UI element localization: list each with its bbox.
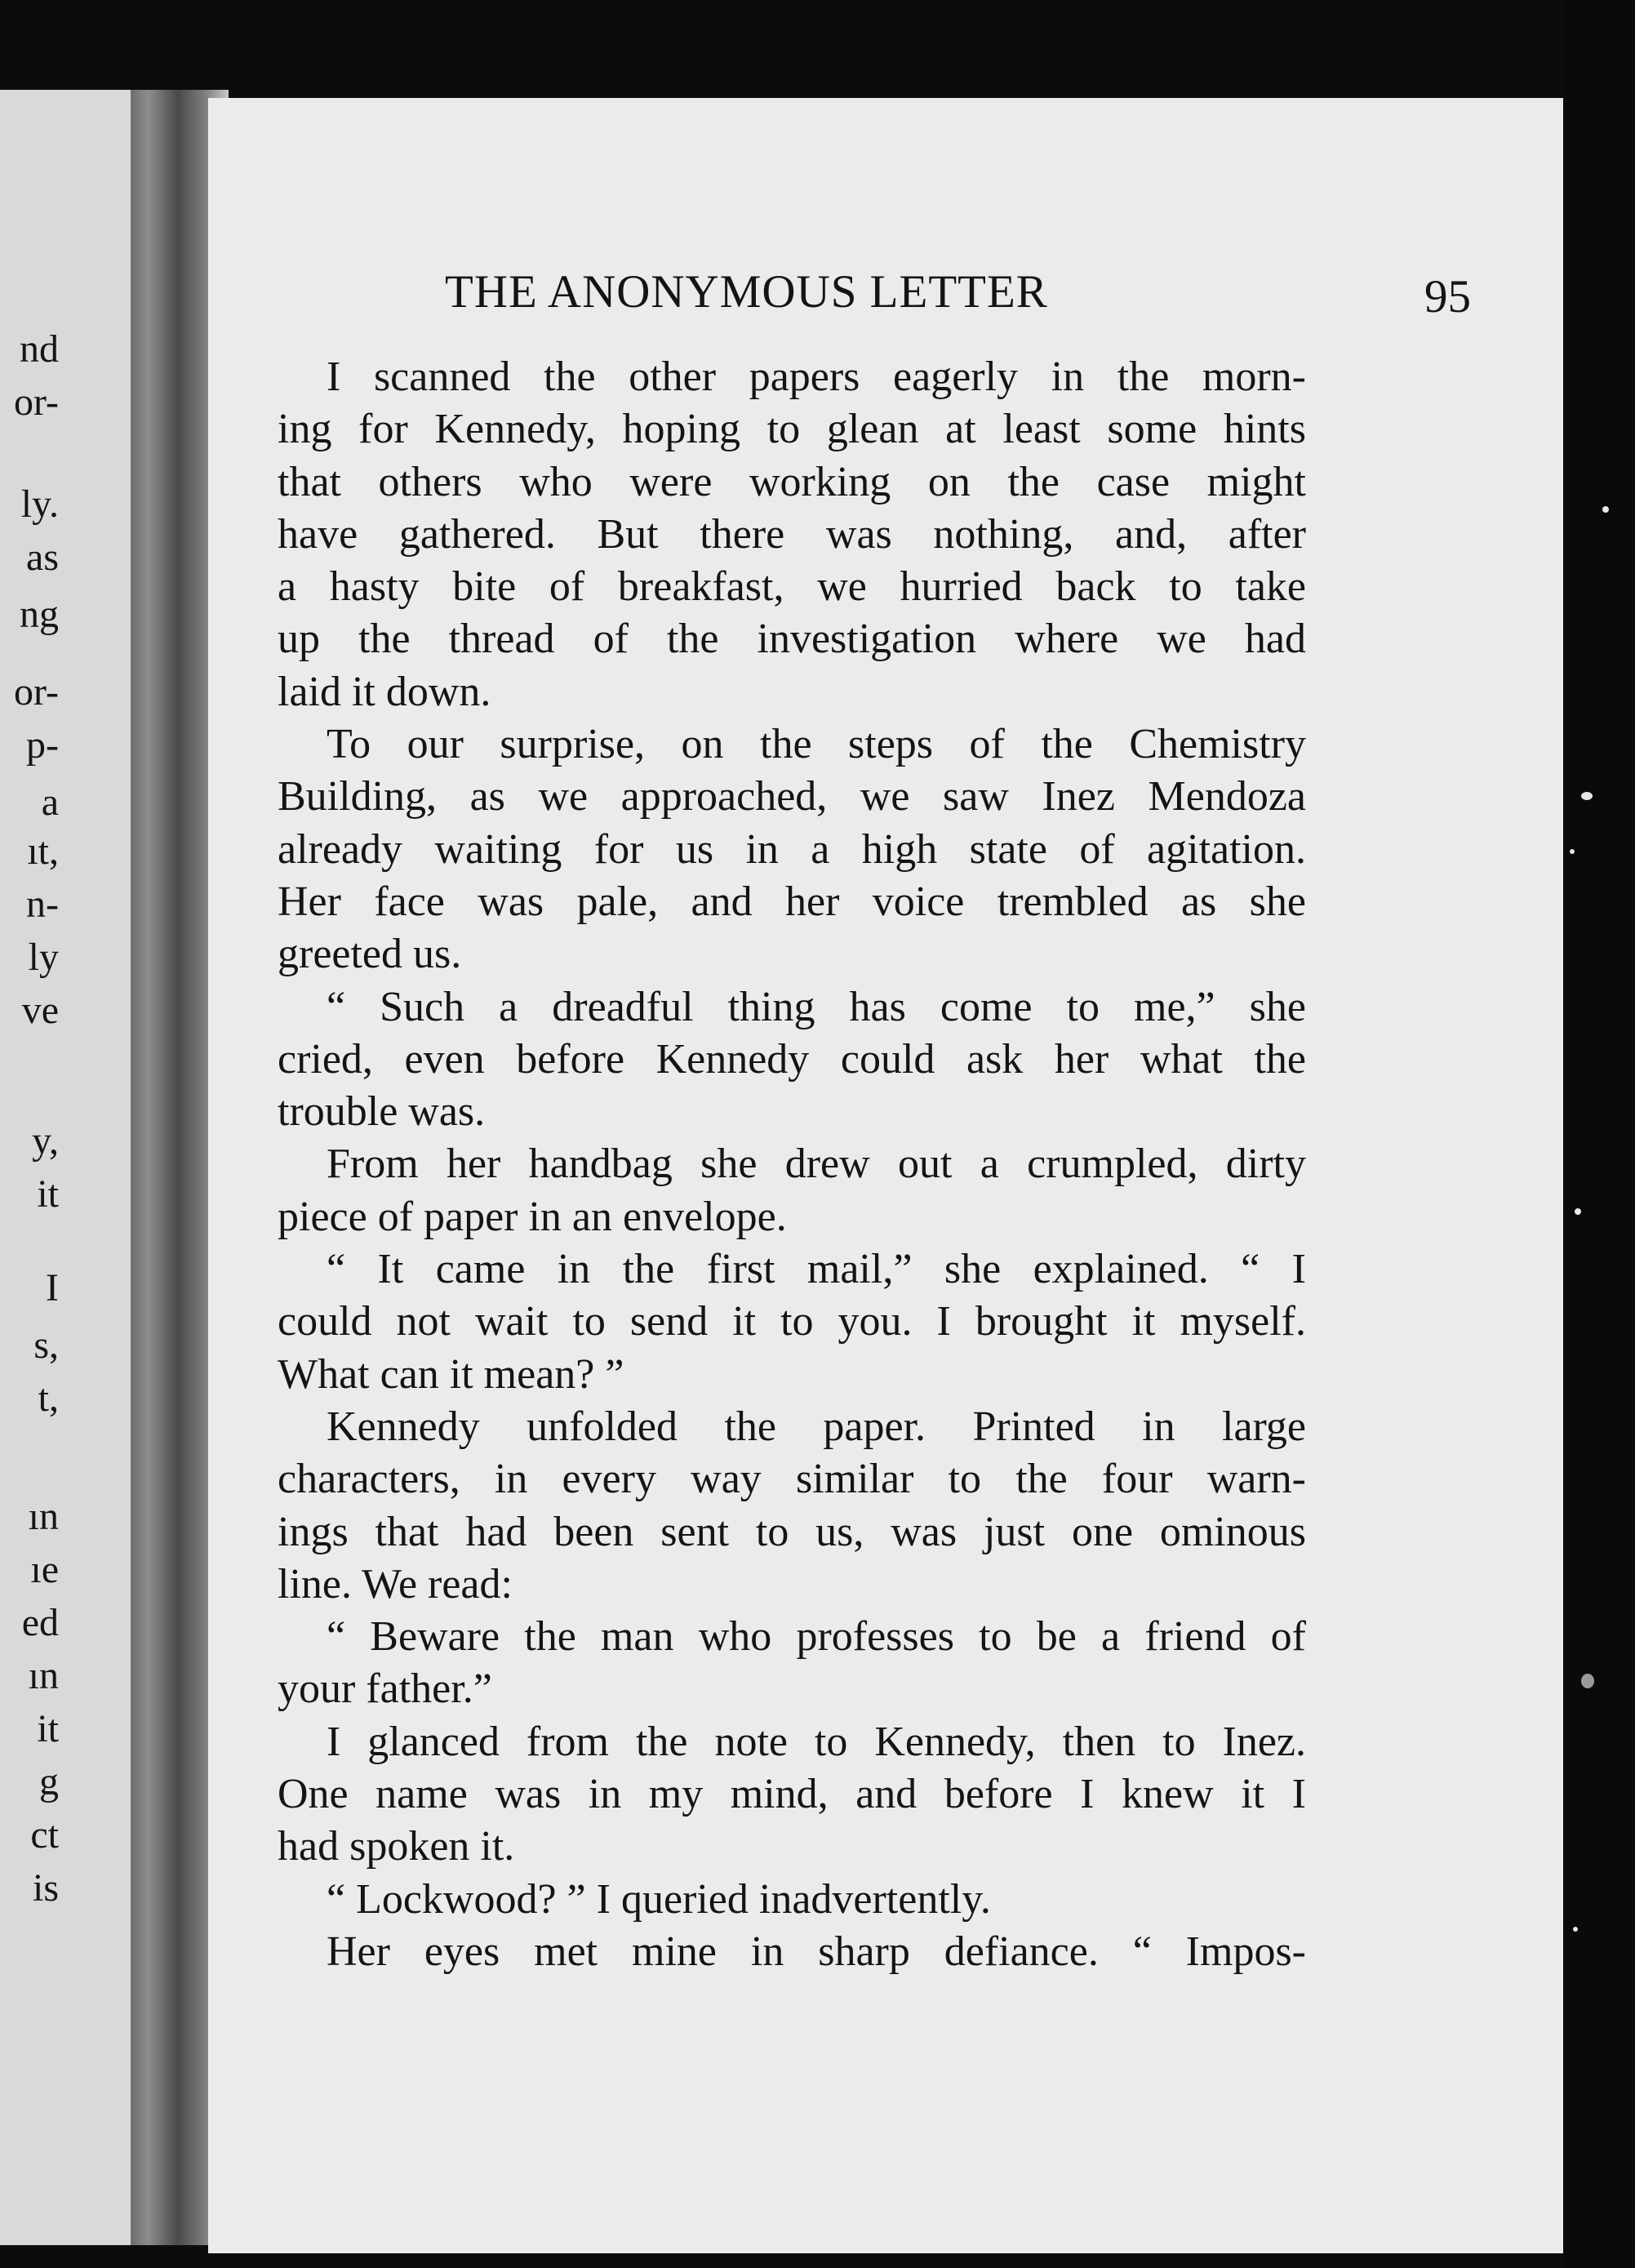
text-line: To our surprise, on the steps of the Chemistry bbox=[327, 721, 1306, 768]
left-fragment: s, bbox=[33, 1323, 59, 1367]
left-fragment: a bbox=[41, 780, 59, 824]
left-fragment: n- bbox=[26, 883, 59, 926]
text-line: up the thread of the investigation where we had bbox=[278, 616, 1306, 663]
text-line: have gathered. But there was nothing, and, after bbox=[278, 510, 1306, 558]
text-line: cried, even before Kennedy could ask her what the bbox=[278, 1035, 1306, 1083]
text-line: trouble was. bbox=[278, 1088, 486, 1136]
left-fragment: ıe bbox=[30, 1548, 59, 1591]
body-text bbox=[278, 351, 1306, 1978]
left-fragment: it bbox=[37, 1172, 59, 1216]
text-line: “ It came in the first mail,” she explained. “ I bbox=[327, 1246, 1306, 1293]
left-fragment: p- bbox=[26, 723, 59, 767]
left-fragment: as bbox=[26, 536, 59, 579]
text-line: could not wait to send it to you. I brought it myself. bbox=[278, 1298, 1306, 1345]
text-line: your father.” bbox=[278, 1665, 492, 1713]
right-scan-border bbox=[1563, 0, 1635, 2268]
dust-speck bbox=[1573, 1927, 1578, 1932]
text-line: line. We read: bbox=[278, 1560, 513, 1608]
text-line: I scanned the other papers eagerly in the morn- bbox=[327, 354, 1306, 400]
running-title: THE ANONYMOUS LETTER bbox=[445, 266, 1048, 318]
page-number: 95 bbox=[1424, 271, 1471, 322]
left-fragment: ın bbox=[28, 1654, 59, 1697]
left-fragment: or- bbox=[13, 380, 59, 424]
text-line: Building, as we approached, we saw Inez Mendoza bbox=[278, 773, 1306, 820]
text-line: One name was in my mind, and before I knew it I bbox=[278, 1771, 1306, 1818]
text-line: laid it down. bbox=[278, 668, 491, 715]
book-page bbox=[208, 98, 1563, 2253]
text-line: greeted us. bbox=[278, 931, 462, 978]
text-line: What can it mean? ” bbox=[278, 1350, 624, 1398]
text-line: I glanced from the note to Kennedy, then to Inez. bbox=[327, 1718, 1306, 1765]
text-line: that others who were working on the case might bbox=[278, 458, 1306, 505]
text-line: characters, in every way similar to the four warn- bbox=[278, 1456, 1306, 1503]
dust-speck bbox=[1570, 849, 1575, 854]
text-line: ings that had been sent to us, was just one ominous bbox=[278, 1508, 1306, 1555]
text-line: “ Such a dreadful thing has come to me,” she bbox=[327, 983, 1306, 1030]
text-line: “ Beware the man who professes to be a friend of bbox=[327, 1613, 1306, 1661]
dust-speck bbox=[1581, 1674, 1594, 1688]
text-line: Her face was pale, and her voice trembled as she bbox=[278, 878, 1306, 925]
text-line: “ Lockwood? ” I queried inadvertently. bbox=[327, 1875, 991, 1923]
text-line: had spoken it. bbox=[278, 1823, 515, 1870]
left-fragment: t, bbox=[38, 1376, 59, 1420]
left-fragment: or- bbox=[13, 670, 59, 714]
text-line: ing for Kennedy, hoping to glean at least some hints bbox=[278, 406, 1306, 453]
left-fragment: g bbox=[39, 1760, 59, 1803]
left-fragment: ly bbox=[28, 936, 59, 979]
left-fragment: it bbox=[37, 1707, 59, 1750]
left-fragment: ıt, bbox=[27, 829, 59, 873]
text-line: piece of paper in an envelope. bbox=[278, 1193, 787, 1240]
left-fragment: ın bbox=[28, 1495, 59, 1538]
left-fragment: I bbox=[46, 1266, 59, 1310]
text-line: a hasty bite of breakfast, we hurried back to take bbox=[278, 563, 1306, 611]
dust-speck bbox=[1575, 1208, 1581, 1215]
text-line: already waiting for us in a high state of agitation. bbox=[278, 825, 1306, 873]
left-fragment: ct bbox=[30, 1813, 59, 1857]
dust-speck bbox=[1602, 506, 1609, 513]
dust-speck bbox=[1581, 792, 1593, 800]
left-fragment: nd bbox=[20, 327, 59, 371]
text-line: From her handbag she drew out a crumpled, dirty bbox=[327, 1141, 1306, 1188]
left-fragment: ng bbox=[20, 593, 59, 636]
text-line: Her eyes met mine in sharp defiance. “ Impos- bbox=[327, 1928, 1306, 1975]
text-line: Kennedy unfolded the paper. Printed in large bbox=[327, 1403, 1306, 1450]
left-fragment: y, bbox=[32, 1119, 59, 1163]
left-fragment: ed bbox=[21, 1601, 59, 1644]
left-fragment: ve bbox=[21, 989, 59, 1032]
page-header bbox=[445, 265, 1506, 339]
left-fragment: is bbox=[32, 1866, 59, 1910]
left-fragment: ly. bbox=[20, 483, 59, 526]
